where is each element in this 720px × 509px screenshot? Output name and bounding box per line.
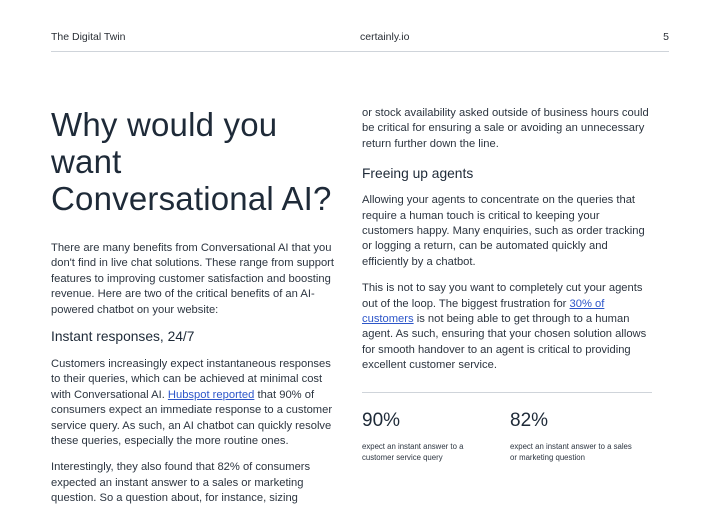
intro-paragraph: There are many benefits from Conversational AI that you don't find in live chat solutions. These range from support features to improving customer satisfaction and boosting revenue. Here are two of the critical benefits of an AI-powered chatbot on your website: <box>51 242 335 316</box>
paragraph-text: that 90% of consumers expect an immediate response to a customer service query. As such, an AI chatbot can quickly resolve these queries, especially the more routine ones. <box>51 388 333 448</box>
stat-block <box>362 409 492 463</box>
paragraph-text: This is not to say you want to completely cut your agents out of the loop. The biggest frustration for <box>362 282 643 310</box>
page-title-line-2: Conversational AI? <box>51 180 332 217</box>
stats-divider <box>362 392 652 393</box>
freeing-agents-paragraph: Allowing your agents to concentrate on the queries that require a human touch is critical to keeping your customers happy. Many enquiries, such as order tracking or logging a return, can be automated quickly and efficiently by a chatbot. <box>362 194 645 268</box>
section-heading-instant-responses: Instant responses, 24/7 <box>51 329 195 345</box>
interesting-paragraph: Interestingly, they also found that 82% of consumers expected an instant answer to a sales or marketing question. So a question about, for instance, sizing <box>51 461 311 505</box>
document-title: The Digital Twin <box>51 31 126 43</box>
page-title <box>51 106 343 217</box>
left-column <box>51 106 343 507</box>
thirty-percent-customers-link[interactable]: 30% of customers <box>362 297 605 326</box>
handover-paragraph <box>362 281 652 373</box>
stat-caption: expect an instant answer to a customer service query <box>362 442 464 462</box>
right-column <box>362 106 652 374</box>
page-header <box>51 0 669 52</box>
page-title-line-1: Why would you want <box>51 106 278 180</box>
instant-responses-paragraph <box>51 357 343 449</box>
stat-block <box>510 409 640 463</box>
stat-value: 82% <box>510 410 549 431</box>
stat-value: 90% <box>362 410 401 431</box>
hubspot-reported-link[interactable]: Hubspot reported <box>167 388 255 401</box>
paragraph-text: Customers increasingly expect instantaneous responses to their queries, which can be achieved at minimal cost with Conversational AI. <box>51 358 331 401</box>
paragraph-text: is not being able to get through to a human agent. As such, ensuring that your chosen solution allows for smooth handover to an agent is critical to providing excellent customer service. <box>362 313 647 372</box>
site-name: certainly.io <box>360 31 410 43</box>
stat-caption: expect an instant answer to a sales or marketing question <box>510 442 632 462</box>
continued-paragraph: or stock availability asked outside of business hours could be critical for ensuring a sale or avoiding an unnecessary return further down the line. <box>362 107 649 150</box>
section-heading-freeing-agents: Freeing up agents <box>362 166 474 182</box>
page-number: 5 <box>663 31 669 43</box>
